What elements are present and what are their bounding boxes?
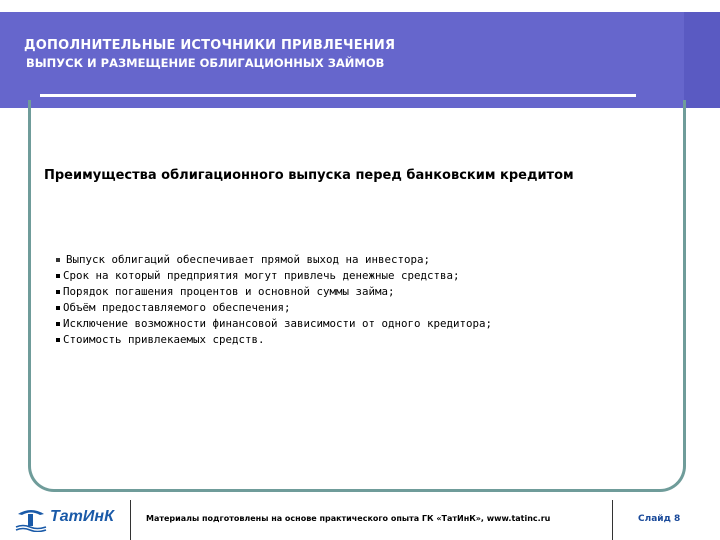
bullet-icon (56, 322, 60, 326)
advantages-list (56, 252, 492, 348)
company-logo (14, 506, 126, 532)
list-item: Срок на который предприятия могут привлечь денежные средства; (56, 268, 492, 284)
header-divider (40, 94, 636, 97)
list-item: Исключение возможности финансовой зависимости от одного кредитора; (56, 316, 492, 332)
slide-number: Слайд 8 (638, 514, 681, 524)
list-item: Выпуск облигаций обеспечивает прямой выход на инвестора; (56, 252, 492, 268)
footer-divider (612, 500, 613, 540)
list-item: Объём предоставляемого обеспечения; (56, 300, 492, 316)
tatink-logo-icon (14, 506, 48, 532)
list-item: Стоимость привлекаемых средств. (56, 332, 492, 348)
footer-note: Материалы подготовлены на основе практического опыта ГК «ТатИнК», www.tatinc.ru (146, 514, 551, 523)
logo-text: ТатИнК (50, 508, 114, 525)
section-heading: Преимущества облигационного выпуска перед банковским кредитом (44, 168, 574, 183)
bullet-icon (56, 290, 60, 294)
footer-divider (130, 500, 131, 540)
bullet-icon (56, 258, 60, 262)
list-item: Порядок погашения процентов и основной суммы займа; (56, 284, 492, 300)
page-subtitle: ВЫПУСК И РАЗМЕЩЕНИЕ ОБЛИГАЦИОННЫХ ЗАЙМОВ (26, 56, 385, 70)
header-edge (684, 12, 720, 108)
bullet-icon (56, 274, 60, 278)
bullet-icon (56, 306, 60, 310)
bullet-icon (56, 338, 60, 342)
page-title: ДОПОЛНИТЕЛЬНЫЕ ИСТОЧНИКИ ПРИВЛЕЧЕНИЯ (24, 38, 396, 53)
